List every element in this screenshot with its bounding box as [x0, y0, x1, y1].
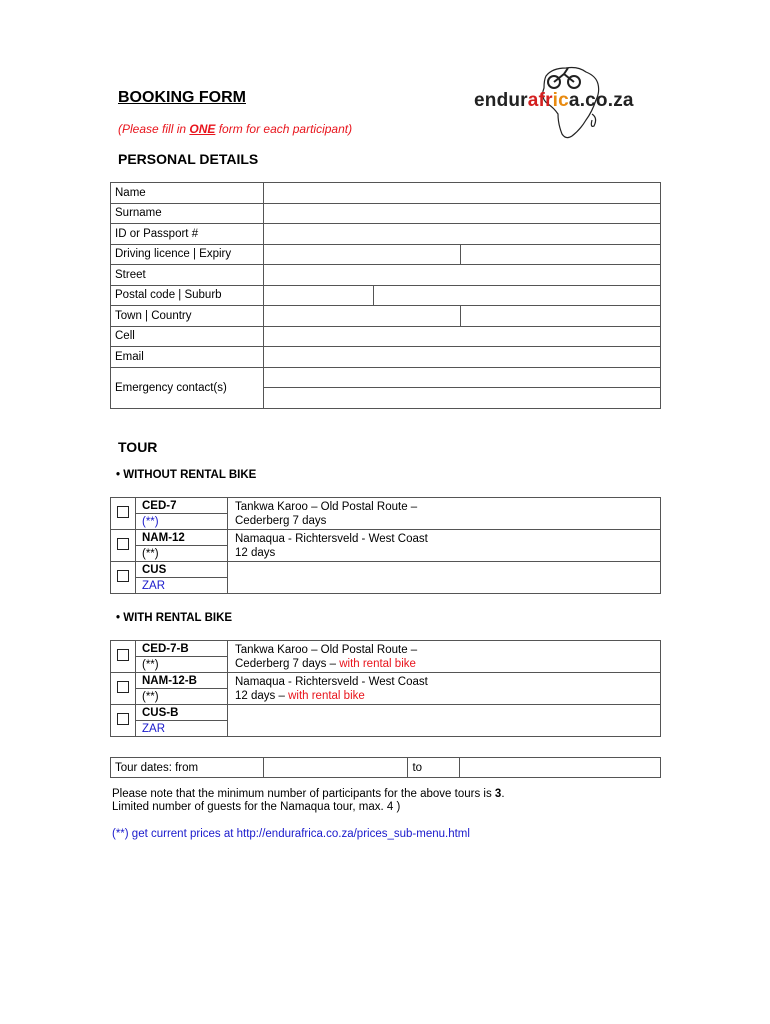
tour-code: CUS: [136, 562, 228, 578]
logo-text: endurafrica.co.za: [474, 90, 634, 111]
cus-checkbox[interactable]: [111, 562, 136, 594]
email-field[interactable]: [263, 347, 660, 368]
tour-price: (**): [136, 657, 228, 673]
cusb-checkbox[interactable]: [111, 705, 136, 737]
table-row: [111, 530, 661, 546]
tour-price: ZAR: [136, 721, 228, 737]
suburb-field[interactable]: [373, 285, 660, 306]
id-field[interactable]: [263, 224, 660, 245]
country-field[interactable]: [461, 306, 661, 327]
date-from-field[interactable]: [263, 758, 408, 778]
surname-field[interactable]: [263, 203, 660, 224]
tour-code: CUS-B: [136, 705, 228, 721]
tour-price: ZAR: [136, 578, 228, 594]
table-row: [111, 224, 661, 245]
checkbox-icon: [117, 538, 129, 550]
custom-tour-field[interactable]: [228, 562, 661, 594]
tour-description: Tankwa Karoo – Old Postal Route – Cederberg 7 days: [228, 498, 661, 530]
dates-from-label: Tour dates: from: [111, 758, 264, 778]
town-label: Town | Country: [111, 306, 264, 327]
tour-price: (**): [136, 689, 228, 705]
table-row: [111, 673, 661, 689]
endurafrica-logo: [474, 62, 664, 142]
tour-dates-table: [110, 757, 661, 778]
table-row: [111, 183, 661, 204]
table-row: [111, 367, 661, 388]
email-label: Email: [111, 347, 264, 368]
table-row: [111, 562, 661, 578]
participants-note: Please note that the minimum number of participants for the above tours is 3. Limited number of guests for the Namaqua tour, max. 4 ): [112, 788, 505, 813]
dates-to-label: to: [408, 758, 460, 778]
cell-label: Cell: [111, 326, 264, 347]
ced7-checkbox[interactable]: [111, 498, 136, 530]
postal-code-field[interactable]: [263, 285, 373, 306]
street-field[interactable]: [263, 265, 660, 286]
tour-code: CED-7-B: [136, 641, 228, 657]
tour-description: Namaqua - Richtersveld - West Coast 12 days – with rental bike: [228, 673, 661, 705]
with-rental-table: [110, 640, 661, 737]
table-row: [111, 347, 661, 368]
prices-link[interactable]: (**) get current prices at http://endurafrica.co.za/prices_sub-menu.html: [112, 828, 470, 840]
nam12b-checkbox[interactable]: [111, 673, 136, 705]
checkbox-icon: [117, 570, 129, 582]
table-row: [111, 306, 661, 327]
checkbox-icon: [117, 649, 129, 661]
form-subtitle: (Please fill in ONE form for each participant): [118, 122, 353, 136]
emergency-field-2[interactable]: [263, 388, 660, 409]
tour-price: (**): [136, 514, 228, 530]
custom-tour-field[interactable]: [228, 705, 661, 737]
nam12-checkbox[interactable]: [111, 530, 136, 562]
personal-details-heading: PERSONAL DETAILS: [118, 151, 259, 167]
table-row: [111, 705, 661, 721]
tour-code: CED-7: [136, 498, 228, 514]
table-row: [111, 758, 661, 778]
name-label: Name: [111, 183, 264, 204]
with-rental-heading: • WITH RENTAL BIKE: [116, 612, 233, 624]
date-to-field[interactable]: [460, 758, 661, 778]
postal-label: Postal code | Suburb: [111, 285, 264, 306]
ced7b-checkbox[interactable]: [111, 641, 136, 673]
checkbox-icon: [117, 681, 129, 693]
emergency-label: Emergency contact(s): [111, 367, 264, 408]
tour-price: (**): [136, 546, 228, 562]
table-row: [111, 641, 661, 657]
town-field[interactable]: [263, 306, 461, 327]
without-rental-heading: • WITHOUT RENTAL BIKE: [116, 469, 257, 481]
table-row: [111, 285, 661, 306]
licence-label: Driving licence | Expiry: [111, 244, 264, 265]
tour-heading: TOUR: [118, 439, 158, 455]
table-row: [111, 203, 661, 224]
tour-description: Tankwa Karoo – Old Postal Route – Cederberg 7 days – with rental bike: [228, 641, 661, 673]
table-row: [111, 498, 661, 514]
table-row: [111, 265, 661, 286]
tour-description: Namaqua - Richtersveld - West Coast 12 days: [228, 530, 661, 562]
checkbox-icon: [117, 506, 129, 518]
personal-details-table: [110, 182, 661, 409]
emergency-field-1[interactable]: [263, 367, 660, 388]
tour-code: NAM-12-B: [136, 673, 228, 689]
surname-label: Surname: [111, 203, 264, 224]
cell-field[interactable]: [263, 326, 660, 347]
without-rental-table: [110, 497, 661, 594]
licence-field[interactable]: [263, 244, 461, 265]
name-field[interactable]: [263, 183, 660, 204]
licence-expiry-field[interactable]: [461, 244, 661, 265]
checkbox-icon: [117, 713, 129, 725]
tour-code: NAM-12: [136, 530, 228, 546]
form-title: BOOKING FORM: [118, 89, 246, 106]
table-row: [111, 326, 661, 347]
street-label: Street: [111, 265, 264, 286]
table-row: [111, 244, 661, 265]
id-label: ID or Passport #: [111, 224, 264, 245]
